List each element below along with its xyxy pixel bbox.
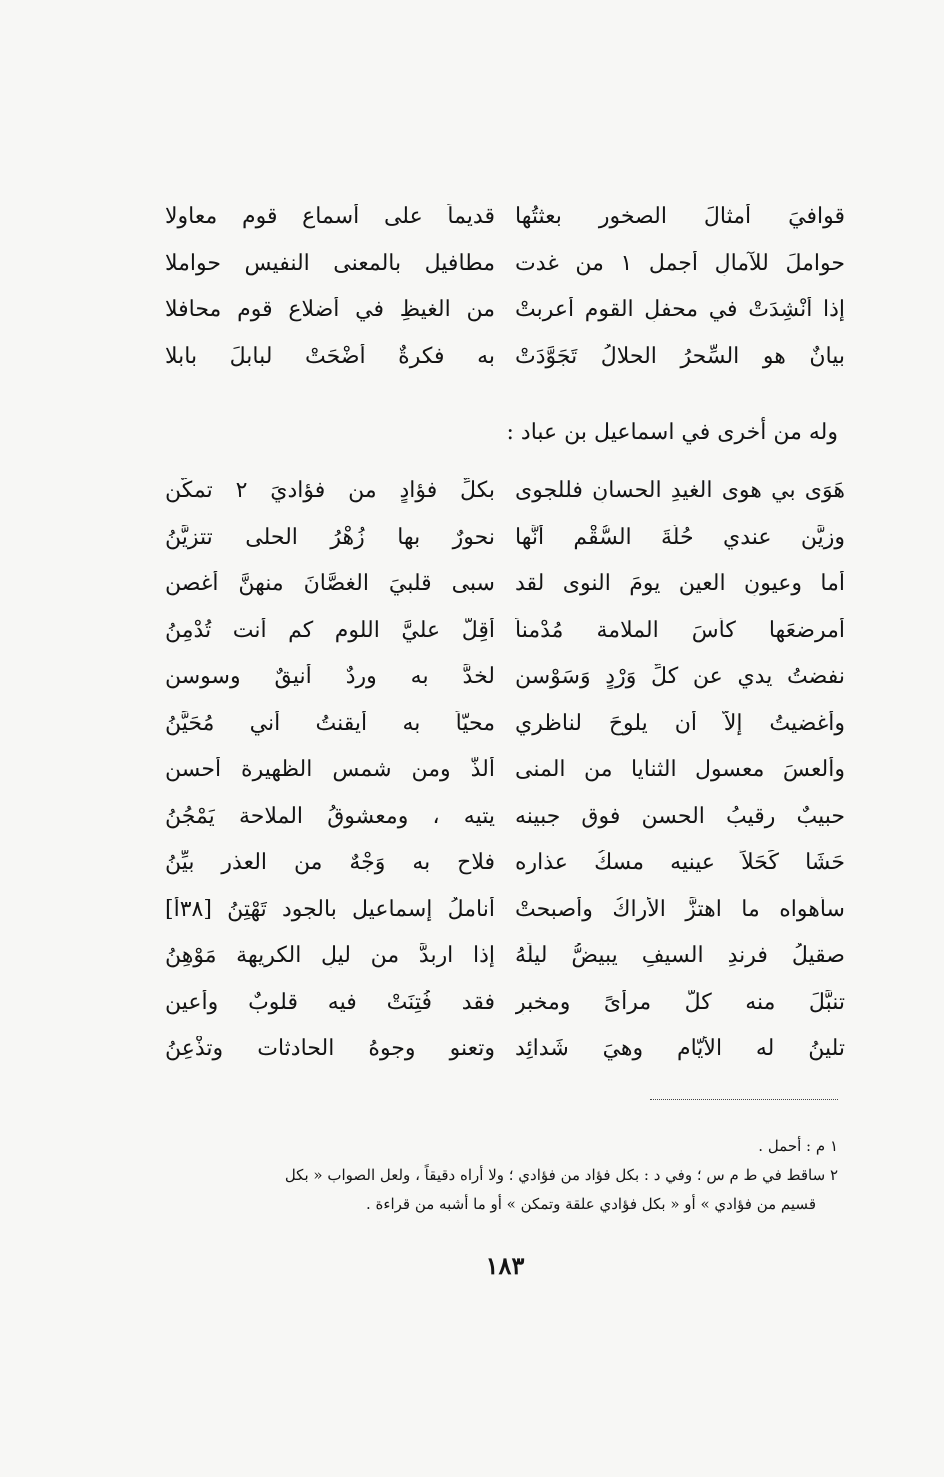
second-hemistich: لخدَّ به وردٌ أنيقٌ وسوسن: [165, 664, 495, 689]
first-hemistich: قوافيَ أمثالَ الصخورِ بعثتُها: [515, 204, 845, 229]
poem-one: [165, 204, 845, 390]
verse: [165, 525, 845, 572]
verse: [165, 251, 845, 298]
second-hemistich: يتيه ، ومعشوقُ الملاحة يَمْجُنُ: [165, 803, 495, 829]
footnote: ٢ ساقط في ط م س ؛ وفي د : بكل فؤاد من فؤادي ؛ ولا أراه دقيقاً ، ولعل الصواب « بكل: [284, 1166, 838, 1184]
first-hemistich: حواملَ للآمالِ أجمل ١ من غدت: [515, 250, 845, 276]
first-hemistich: سأهواه ما اهتزَّ الأراكُ وأصبحتْ: [515, 896, 845, 922]
second-hemistich: إذا اربدَّ من ليلِ الكريهة مَوْهِنُ: [165, 943, 495, 968]
first-hemistich: وزيَّن عندي حُلَّةَ السُّقْمِ أنَّها: [515, 524, 845, 550]
verse: [165, 204, 845, 251]
second-hemistich: وتعنو وجوهُ الحادثات وتذْعِنُ: [165, 1036, 495, 1061]
second-hemistich: أناملُ إسماعيل بالجود تَهْتِنُ [٣٨أ]: [165, 896, 495, 922]
verse: [165, 571, 845, 618]
poem-intro: وله من أخرى في اسماعيل بن عباد :: [506, 420, 838, 445]
first-hemistich: تنبَّلَ منه كلُّ مرأىً ومخبرٍ: [515, 989, 845, 1015]
footnote-continuation: قسيم من فؤادي » أو « بكل فؤادي علقة وتمكن » أو ما أشبه من قراءة .: [366, 1195, 816, 1213]
first-hemistich: صقيلُ فرندِ السيفِ يبيضُّ ليلَهُ: [515, 943, 845, 968]
first-hemistich: وأغضيتُ إلاَّ أن يلوحَ لناظري: [515, 710, 845, 736]
verse: [165, 943, 845, 990]
first-hemistich: إذا أنْشِدَتْ في محفلِ القومِ أعربتْ: [515, 297, 845, 322]
verse: [165, 711, 845, 758]
first-hemistich: بيانٌ هو السِّحرُ الحلالُ تَجَوَّدَتْ: [515, 343, 845, 369]
second-hemistich: بكلِّ فؤادٍ من فؤاديَ ٢ تمكُّن: [165, 478, 495, 503]
first-hemistich: أما وعيونِ العينِ يومَ النوى لقد: [515, 571, 845, 596]
verse: [165, 344, 845, 391]
first-hemistich: تلينُ له الأيّام وهيَ شَدائِد: [515, 1036, 845, 1061]
first-hemistich: أمرضعَها كأسَ الملامة مُدْمناً: [515, 617, 845, 643]
verse: [165, 297, 845, 344]
second-hemistich: سبى قلبيَ الغصَّانَ منهنَّ أغصن: [165, 571, 495, 596]
footnote-divider: [650, 1099, 838, 1100]
verse: [165, 664, 845, 711]
second-hemistich: محيّاً به أيقنتُ أني مُحَيَّنُ: [165, 710, 495, 736]
verse: [165, 618, 845, 665]
verse: [165, 478, 845, 525]
verse: [165, 990, 845, 1037]
first-hemistich: نفضتُ يدي عن كلِّ وَرْدٍ وَسَوْسن: [515, 664, 845, 689]
footnotes: [158, 1132, 838, 1219]
second-hemistich: قديماً على أسماعِ قومٍ معاولا: [165, 204, 495, 229]
footnote: ١ م : أحمل .: [758, 1137, 838, 1155]
verse: [165, 897, 845, 944]
page-number: ١٨٣: [485, 1251, 525, 1280]
verse: [165, 1036, 845, 1083]
poem-two: [165, 478, 845, 1083]
first-hemistich: حَشَا كَحَلاً عينيه مسكُ عذاره: [515, 850, 845, 875]
verse: [165, 804, 845, 851]
first-hemistich: هَوَى بي هوى الغيدِ الحسانِ فللجوى: [515, 478, 845, 503]
second-hemistich: ألذُّ ومن شمسِ الظهيرة أحسن: [165, 757, 495, 782]
second-hemistich: فقد فُتِنَتْ فيه قلوبٌ وأعين: [165, 989, 495, 1015]
second-hemistich: مطافيل بالمعنى النفيس حواملا: [165, 250, 495, 276]
second-hemistich: فلاح به وَجْهٌ من العذر بيِّنُ: [165, 850, 495, 875]
verse: [165, 757, 845, 804]
second-hemistich: أقِلَّ عليَّ اللوم كم أنت تُدْمِنُ: [165, 617, 495, 643]
verse: [165, 850, 845, 897]
first-hemistich: وألعسَ معسول الثنايا من المنى: [515, 757, 845, 782]
second-hemistich: من الغيظِ في أضلاع قوم محافلا: [165, 297, 495, 322]
second-hemistich: به فكرةٌ أضْحَتْ لبابلَ بابلا: [165, 343, 495, 369]
first-hemistich: حبيبٌ رقيبُ الحسنِ فوق جبينه: [515, 803, 845, 829]
second-hemistich: نحورٌ بها زُهْرُ الحلى تتزيَّنُ: [165, 524, 495, 550]
